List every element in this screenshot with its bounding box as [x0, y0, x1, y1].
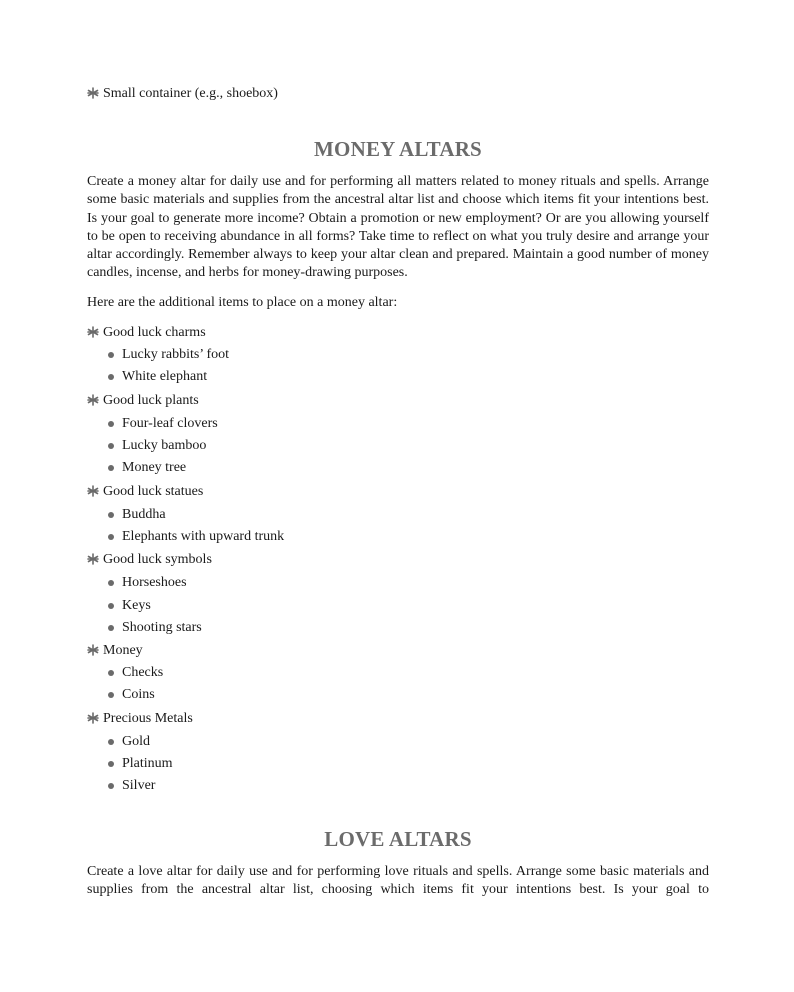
sub-list-item-text: Four-leaf clovers — [122, 416, 218, 431]
sub-list-item-text: White elephant — [122, 369, 208, 384]
asterisk-bullet-icon — [87, 324, 99, 340]
sub-list-item-text: Platinum — [122, 756, 173, 771]
round-bullet-icon — [108, 761, 114, 767]
love-intro-paragraph: Create a love altar for daily use and for performing love rituals and spells. Arrange some basic materials and supplies from the ancestral altar list, choosing which items fit your intentions best. Is your goal to — [87, 864, 709, 898]
list-item-text: Good luck symbols — [103, 552, 212, 567]
asterisk-bullet-icon — [87, 551, 99, 567]
asterisk-bullet-icon — [87, 642, 99, 658]
sub-list-item-text: Keys — [122, 598, 151, 613]
sub-list-item-text: Checks — [122, 665, 164, 680]
round-bullet-icon — [108, 512, 114, 518]
list-item-text: Good luck charms — [103, 325, 206, 340]
round-bullet-icon — [108, 465, 114, 471]
sub-list-item-text: Elephants with upward trunk — [122, 529, 285, 544]
sub-list-item-text: Coins — [122, 687, 155, 702]
sub-list-item-text: Silver — [122, 778, 156, 793]
sub-list-item-text: Buddha — [122, 507, 166, 522]
sub-list-item-text: Shooting stars — [122, 620, 202, 635]
round-bullet-icon — [108, 374, 114, 380]
list-item-text: Good luck plants — [103, 393, 199, 408]
round-bullet-icon — [108, 352, 114, 358]
round-bullet-icon — [108, 534, 114, 540]
list-item-text: Money — [103, 643, 143, 658]
round-bullet-icon — [108, 443, 114, 449]
list-item-text: Small container (e.g., shoebox) — [103, 86, 278, 101]
section-heading-money-altars: MONEY ALTARS — [314, 137, 482, 161]
section-heading-love-altars: LOVE ALTARS — [324, 827, 472, 851]
sub-list-item-text: Gold — [122, 734, 150, 749]
list-item-text: Precious Metals — [103, 711, 193, 726]
sub-list-item-text: Lucky bamboo — [122, 438, 207, 453]
asterisk-bullet-icon — [87, 392, 99, 408]
round-bullet-icon — [108, 692, 114, 698]
sub-list-item-text: Horseshoes — [122, 575, 187, 590]
money-intro-paragraph: Create a money altar for daily use and for performing all matters related to money rituals and spells. Arrange some basic materials and supplies from the ancestral altar list and choose which items fit your intentions best. Is your goal to generate more income? Obtain a promotion or new employment? Or are you allowing yourself to be open to receiving abundance in all forms? Take time to reflect on what you truly desire and arrange your altar accordingly. Remember always to keep your altar clean and prepared. Maintain a good number of money candles, incense, and herbs for money-drawing purposes. — [87, 174, 709, 281]
sub-list-item-text: Lucky rabbits’ foot — [122, 347, 230, 362]
round-bullet-icon — [108, 670, 114, 676]
list-item-text: Good luck statues — [103, 484, 204, 499]
round-bullet-icon — [108, 625, 114, 631]
money-items-lead: Here are the additional items to place on a money altar: — [87, 295, 398, 310]
round-bullet-icon — [108, 421, 114, 427]
round-bullet-icon — [108, 739, 114, 745]
asterisk-bullet-icon — [87, 710, 99, 726]
sub-list-item-text: Money tree — [122, 460, 187, 475]
round-bullet-icon — [108, 783, 114, 789]
asterisk-bullet-icon — [87, 85, 99, 101]
asterisk-bullet-icon — [87, 483, 99, 499]
round-bullet-icon — [108, 603, 114, 609]
round-bullet-icon — [108, 580, 114, 586]
